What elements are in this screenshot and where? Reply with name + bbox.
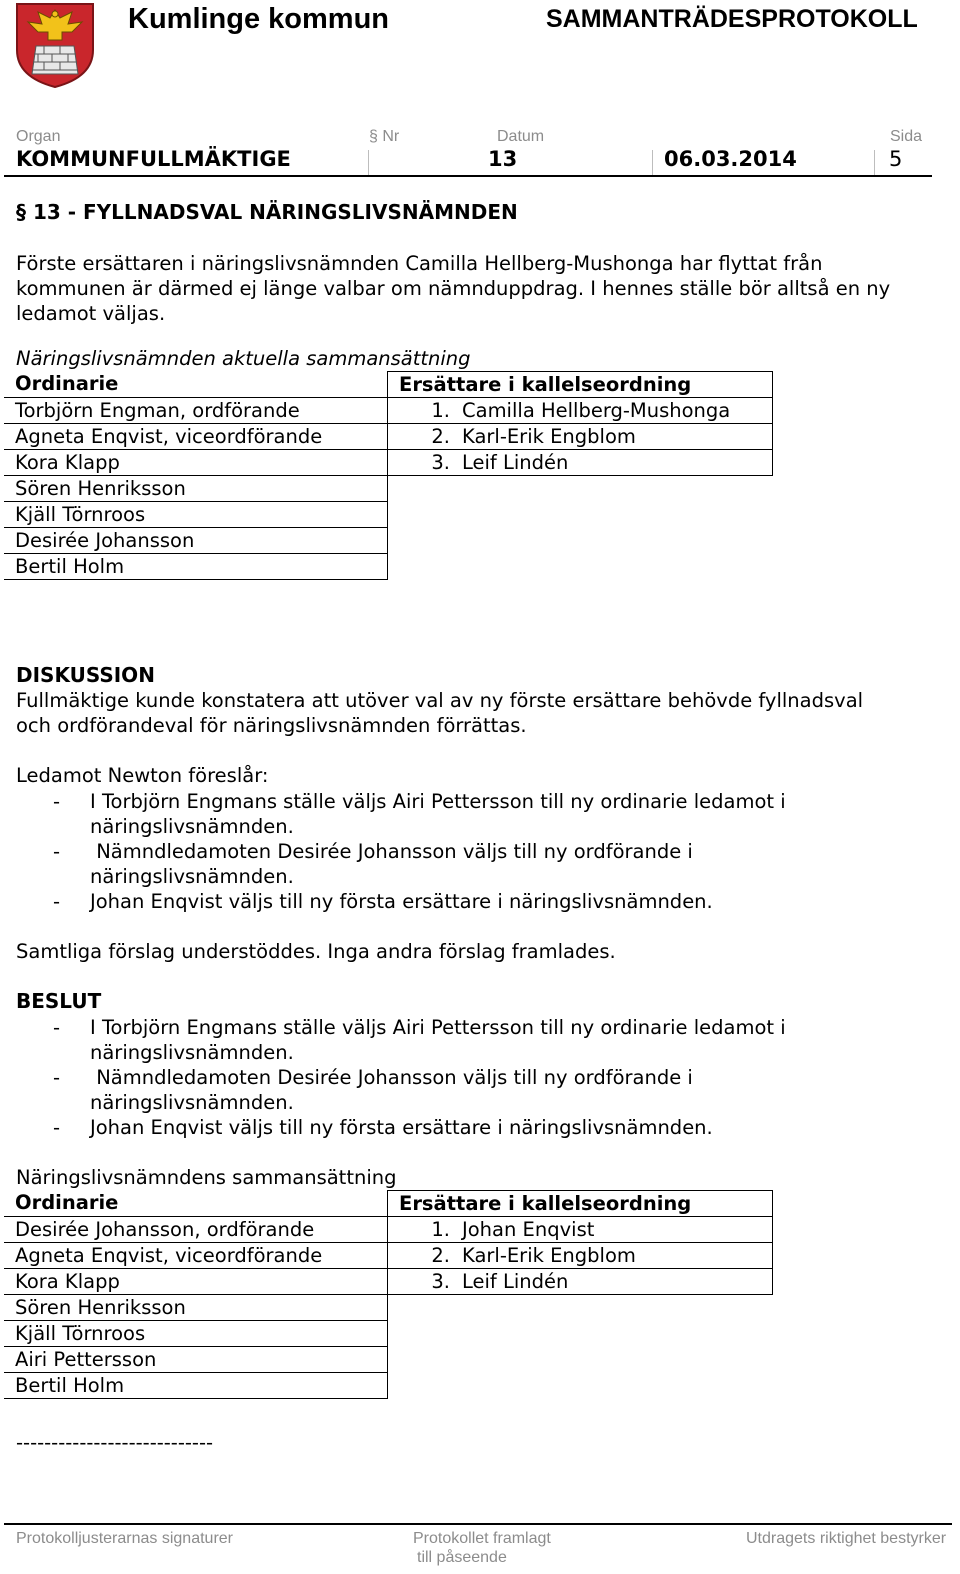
ersattare-cell: 2. Karl-Erik Engblom (388, 1243, 773, 1269)
table-row (4, 1373, 773, 1399)
diskussion-line: Fullmäktige kunde konstatera att utöver val av ny förste ersättare behövde fyllnadsval (16, 689, 864, 712)
table-row (4, 1295, 773, 1321)
table-row (4, 476, 773, 502)
meta-divider (874, 150, 875, 176)
ordinarie-cell: Bertil Holm (4, 554, 388, 580)
diskussion-paragraph (16, 688, 863, 738)
ordinarie-cell: Sören Henriksson (4, 476, 388, 502)
table-header-row (4, 1191, 773, 1217)
bestyrker-label: Utdragets riktighet bestyrker (746, 1530, 947, 1547)
meta-divider (652, 150, 653, 176)
ordinarie-cell: Airi Pettersson (4, 1347, 388, 1373)
dashed-separator: ---------------------------- (16, 1431, 214, 1454)
conclusion-line: Samtliga förslag understöddes. Inga andra förslag framlades. (16, 940, 616, 963)
sida-value: 5 (889, 147, 903, 171)
beslut-heading: BESLUT (16, 989, 102, 1013)
diskussion-line: och ordförandeval för näringslivsnämnden förrättas. (16, 714, 527, 737)
current-composition-table (4, 371, 773, 580)
table-row (4, 1217, 773, 1243)
header-rule (4, 175, 932, 177)
nr-label: § Nr (369, 128, 400, 145)
ordinarie-header: Ordinarie (4, 1191, 388, 1217)
ordinarie-cell: Sören Henriksson (4, 1295, 388, 1321)
ordinarie-cell: Bertil Holm (4, 1373, 388, 1399)
intro-line: ledamot väljas. (16, 302, 166, 325)
table-row (4, 398, 773, 424)
document-type: SAMMANTRÄDESPROTOKOLL (546, 5, 918, 33)
organ-label: Organ (16, 128, 61, 145)
signatures-label: Protokolljusterarnas signaturer (16, 1530, 233, 1547)
framlagt-label: Protokollet framlagt till påseende (413, 1530, 551, 1566)
intro-paragraph (16, 251, 890, 326)
table-row (4, 424, 773, 450)
ordinarie-header: Ordinarie (4, 372, 388, 398)
sida-label: Sida (890, 128, 923, 145)
ordinarie-cell: Kjäll Törnroos (4, 1321, 388, 1347)
table-header-row (4, 372, 773, 398)
new-composition-caption: Näringslivsnämndens sammansättning (16, 1166, 397, 1189)
nr-value: 13 (488, 147, 518, 171)
current-composition-caption: Näringslivsnämnden aktuella sammansättning (16, 347, 471, 370)
table-row (4, 1269, 773, 1295)
ersattare-cell: 3. Leif Lindén (388, 450, 773, 476)
meta-divider (368, 150, 369, 176)
proposer-line: Ledamot Newton föreslår: (16, 764, 269, 787)
ordinarie-cell: Desirée Johansson, ordförande (4, 1217, 388, 1243)
ordinarie-cell: Kora Klapp (4, 450, 388, 476)
new-composition-table (4, 1190, 773, 1399)
datum-value: 06.03.2014 (664, 147, 797, 171)
table-row (4, 554, 773, 580)
ersattare-cell: 2. Karl-Erik Engblom (388, 424, 773, 450)
footer-rule (4, 1523, 952, 1525)
datum-label: Datum (497, 128, 545, 145)
organ-value: KOMMUNFULLMÄKTIGE (16, 147, 291, 171)
table-row (4, 502, 773, 528)
ersattare-cell: 1. Johan Enqvist (388, 1217, 773, 1243)
ersattare-header: Ersättare i kallelseordning (388, 372, 773, 398)
coat-of-arms-logo (14, 2, 96, 88)
table-row (4, 1243, 773, 1269)
ordinarie-cell: Desirée Johansson (4, 528, 388, 554)
ersattare-header: Ersättare i kallelseordning (388, 1191, 773, 1217)
table-row (4, 450, 773, 476)
table-row (4, 1347, 773, 1373)
ordinarie-cell: Torbjörn Engman, ordförande (4, 398, 388, 424)
ordinarie-cell: Agneta Enqvist, viceordförande (4, 1243, 388, 1269)
intro-line: kommunen är därmed ej länge valbar om nämnduppdrag. I hennes ställe bör alltså en ny (16, 277, 891, 300)
ersattare-cell: 3. Leif Lindén (388, 1269, 773, 1295)
intro-line: Förste ersättaren i näringslivsnämnden Camilla Hellberg-Mushonga har flyttat från (16, 252, 823, 275)
table-row (4, 528, 773, 554)
ordinarie-cell: Kora Klapp (4, 1269, 388, 1295)
ersattare-cell: 1. Camilla Hellberg-Mushonga (388, 398, 773, 424)
diskussion-heading: DISKUSSION (16, 663, 155, 687)
ordinarie-cell: Kjäll Törnroos (4, 502, 388, 528)
table-row (4, 1321, 773, 1347)
municipality-name: Kumlinge kommun (128, 3, 390, 35)
ordinarie-cell: Agneta Enqvist, viceordförande (4, 424, 388, 450)
section-title: § 13 - FYLLNADSVAL NÄRINGSLIVSNÄMNDEN (16, 200, 518, 224)
